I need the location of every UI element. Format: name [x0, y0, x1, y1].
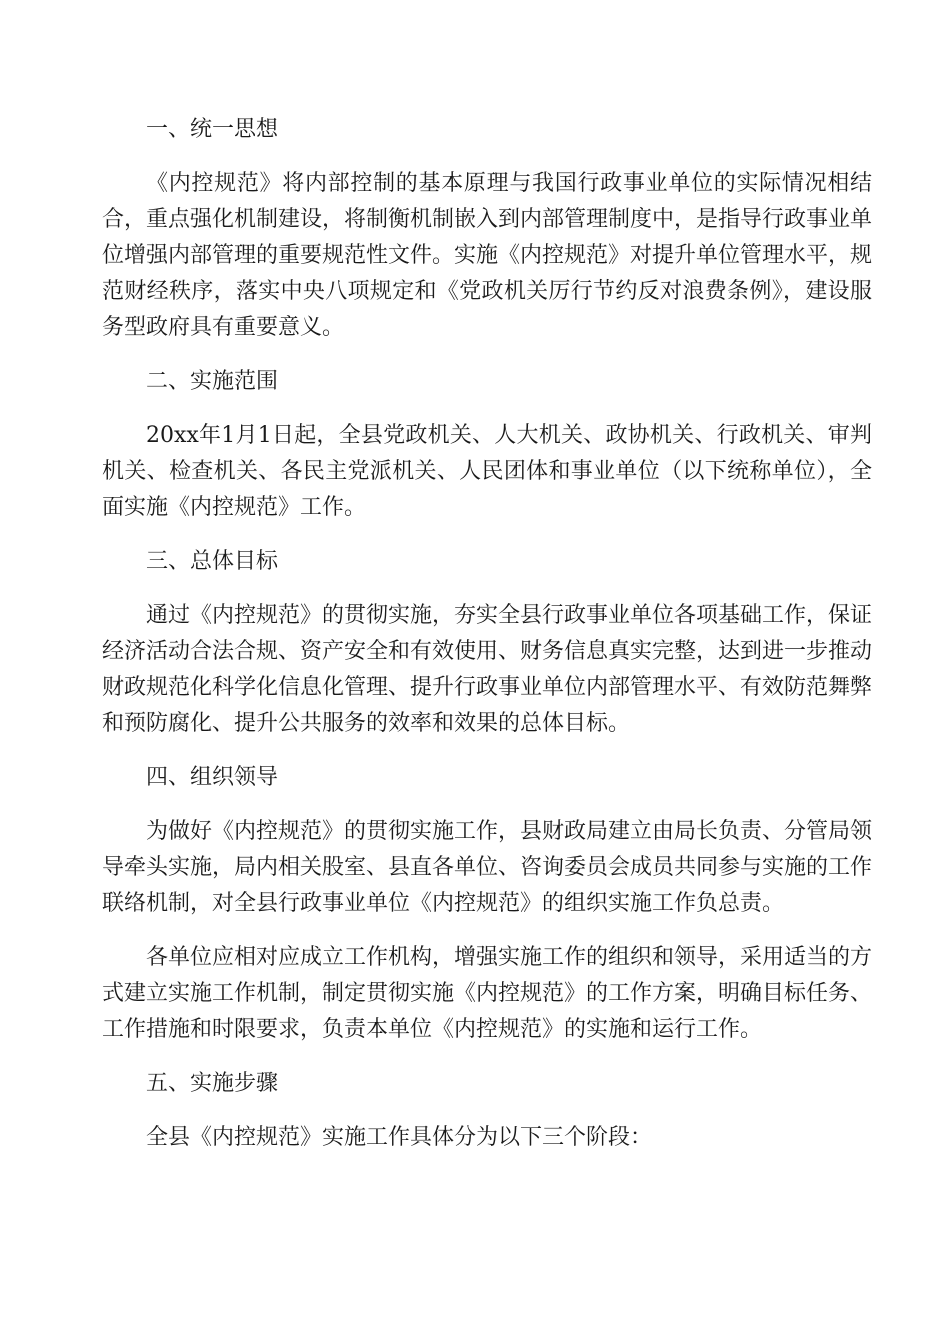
section-4-paragraph-1: 为做好《内控规范》的贯彻实施工作，县财政局建立由局长负责、分管局领导牵头实施，局内相关股室、县直各单位、咨询委员会成员共同参与实施的工作联络机制，对全县行政事业单位《内控规范》的组织实施工作负总责。	[102, 819, 873, 916]
section-heading-4: 四、组织领导	[146, 765, 279, 790]
section-heading-1: 一、统一思想	[146, 117, 279, 142]
document-body	[102, 112, 872, 1174]
section-4-paragraph-2: 各单位应相对应成立工作机构，增强实施工作的组织和领导，采用适当的方式建立实施工作机制，制定贯彻实施《内控规范》的工作方案，明确目标任务、工作措施和时限要求，负责本单位《内控规范》的实施和运行工作。	[102, 945, 873, 1042]
section-heading-3: 三、总体目标	[146, 549, 279, 574]
section-heading-2: 二、实施范围	[146, 369, 279, 394]
section-2-paragraph-1: 20xx年1月1日起，全县党政机关、人大机关、政协机关、行政机关、审判机关、检查机关、各民主党派机关、人民团体和事业单位（以下统称单位），全面实施《内控规范》工作。	[102, 423, 872, 520]
section-5-paragraph-1: 全县《内控规范》实施工作具体分为以下三个阶段：	[146, 1125, 653, 1150]
section-3-paragraph-1: 通过《内控规范》的贯彻实施，夯实全县行政事业单位各项基础工作，保证经济活动合法合规、资产安全和有效使用、财务信息真实完整，达到进一步推动财政规范化科学化信息化管理、提升行政事业单位内部管理水平、有效防范舞弊和预防腐化、提升公共服务的效率和效果的总体目标。	[102, 603, 873, 736]
section-1-paragraph-1: 《内控规范》将内部控制的基本原理与我国行政事业单位的实际情况相结合，重点强化机制建设，将制衡机制嵌入到内部管理制度中，是指导行政事业单位增强内部管理的重要规范性文件。实施《内控规范》对提升单位管理水平，规范财经秩序，落实中央八项规定和《党政机关厉行节约反对浪费条例》，建设服务型政府具有重要意义。	[102, 171, 873, 340]
section-heading-5: 五、实施步骤	[146, 1071, 279, 1096]
